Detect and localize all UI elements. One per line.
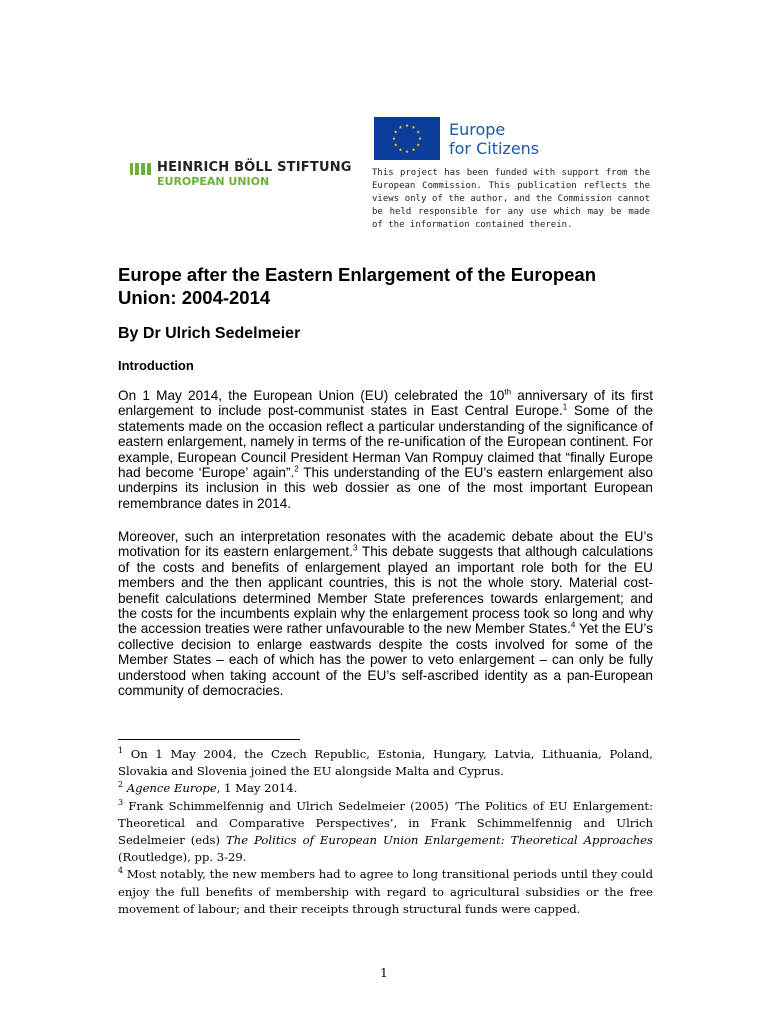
footnote-2: $^2$ Agence Europe, 1 May 2014. (118, 780, 298, 796)
footnote-1: $^1$ On 1 May 2004, the Czech Republic, Estonia, Hungary, Latvia, Lithuania, Poland, Slovakia and Slovenia joined the EU alongside Malta and Cyprus. (118, 746, 653, 779)
section-heading-introduction: Introduction (118, 358, 194, 373)
footnotes (118, 746, 653, 918)
efc-line2: for Citizens (449, 138, 540, 158)
hbs-subtitle: EUROPEAN UNION (157, 175, 270, 188)
footnote-ref-4[interactable]: 4 (570, 620, 576, 630)
europe-for-citizens-logo (374, 117, 539, 160)
paragraph-1: On 1 May 2014, the European Union (EU) celebrated the 10th anniversary of its first enlargement to include post-communist states in East Central Europe.$^1$ Some of the statements made on the occasion reflect a particular understanding of the significance of eastern enlargement, namely in terms of the re-unification of the European continent. For example, European Council President Herman Van Rompuy claimed that “finally Europe had become ‘Europe’ again”.$^2$ This understanding of the EU’s eastern enlargement also underpins its inclusion in this web dossier as one of the most important European remembrance dates in 2014. (118, 387, 654, 511)
efc-line1: Europe (449, 119, 506, 139)
footnote-ref-1[interactable]: 1 (562, 402, 568, 412)
footnote-3: $^3$ Frank Schimmelfennig and Ulrich Sedelmeier (2005) ‘The Politics of EU Enlargement: Theoretical and Comparative Perspectives’, in Frank Schimmelfennig and Ulrich Sedelmeier (eds) The Politics of European Union Enlargement: Theoretical Approaches (Routledge), pp. 3-29. (118, 797, 653, 865)
hbs-mark-icon (130, 163, 151, 175)
eu-flag-icon (374, 117, 440, 160)
heinrich-boll-stiftung-logo (130, 160, 352, 189)
funding-disclaimer: This project has been funded with support from the European Commission. This publication reflects the views only of the author, and the Commission cannot be held responsible for any use which may be made of the information contained therein. (372, 168, 650, 230)
author-byline: By Dr Ulrich Sedelmeier (118, 325, 301, 342)
footnote-divider (118, 739, 300, 740)
hbs-name: HEINRICH BÖLL STIFTUNG (157, 160, 352, 175)
document-title: Europe after the Eastern Enlargement of the European Union: 2004-2014 (118, 264, 597, 308)
footnote-ref-2[interactable]: 2 (294, 464, 299, 474)
footnote-4: $^4$ Most notably, the new members had to agree to long transitional periods until they could enjoy the full benefits of membership with regard to agricultural subsidies or the free movement of labour; and their receipts through structural funds were capped. (118, 866, 653, 916)
page-number: 1 (380, 966, 388, 980)
footnote-ref-3[interactable]: 3 (352, 543, 358, 553)
paragraph-2: Moreover, such an interpretation resonates with the academic debate about the EU’s motivation for its eastern enlargement.$^3$ This debate suggests that although calculations of the costs and benefits of enlargement played an important role both for the EU members and the then applicant countries, this is not the whole story. Material cost-benefit calculations determined Member State preferences towards enlargement; and the costs for the incumbents explain why the enlargement process took so long and why the accession treaties were rather unfavourable to the new Member States.$^4$ Yet the EU’s collective decision to enlarge eastwards despite the costs involved for some of the Member States – each of which has the power to veto enlargement – can only be fully understood when taking account of the EU’s self-ascribed identity as a pan-European community of democracies. (118, 529, 653, 699)
